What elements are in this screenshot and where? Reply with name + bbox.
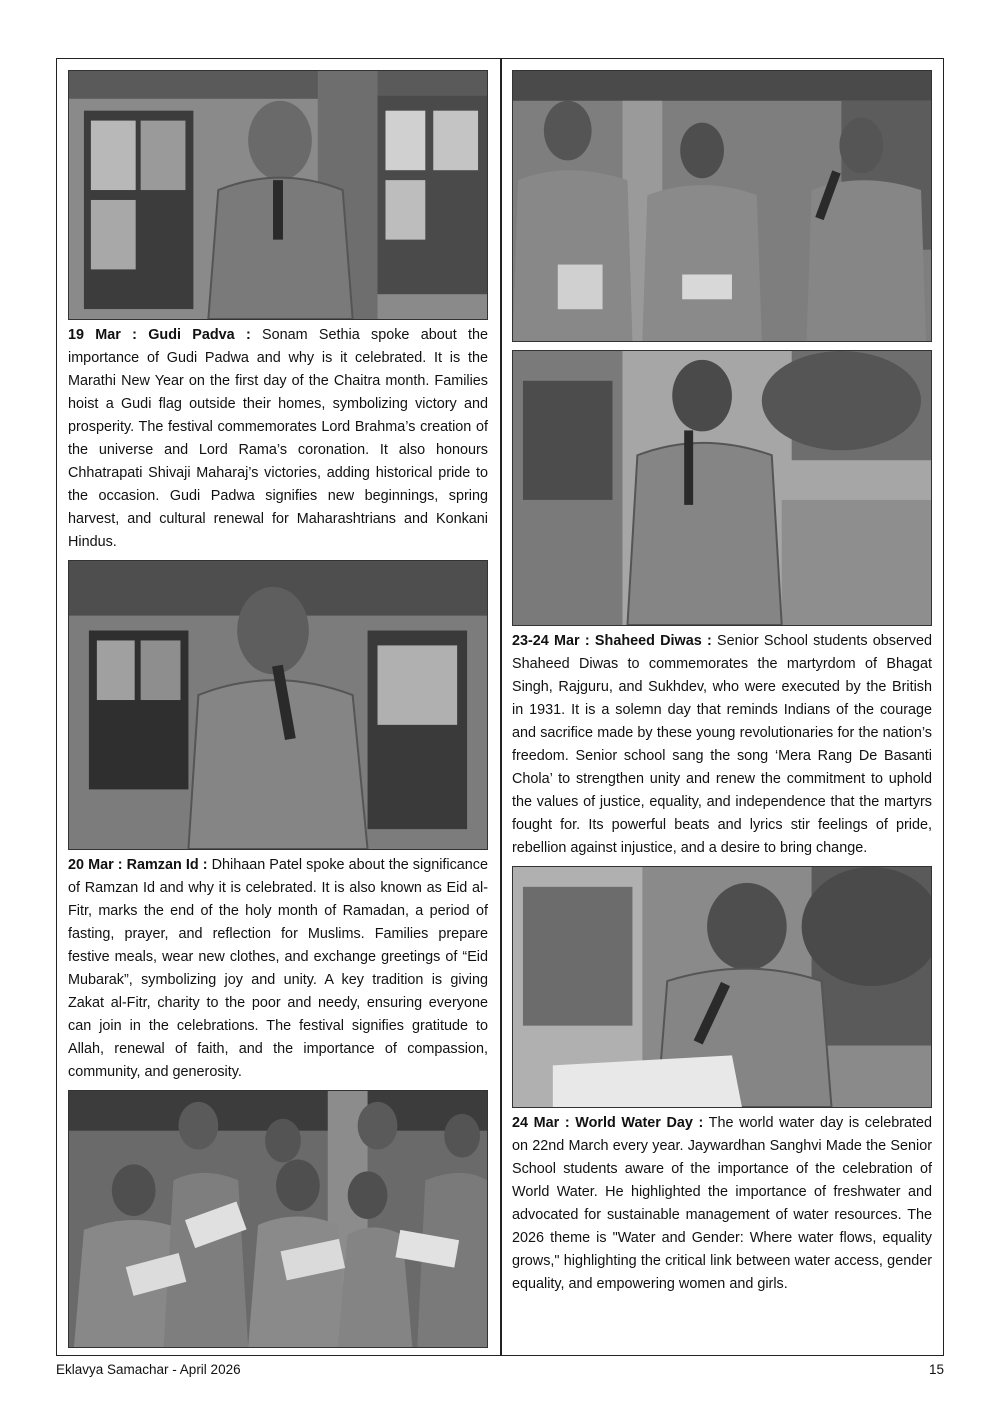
footer-publication: Eklavya Samachar - April 2026 — [56, 1362, 241, 1377]
article-ramzan-id — [68, 850, 488, 1090]
photo-shaheed-diwas-group — [512, 70, 932, 342]
article-world-water-day — [512, 1108, 932, 1302]
photo-gudi-padva-speaker — [68, 70, 488, 320]
left-column — [68, 70, 488, 1348]
photo-shaheed-diwas-speaker — [512, 350, 932, 626]
footer-page-number: 15 — [928, 1362, 944, 1377]
article-body: The world water day is celebrated on 22nd March every year. Jaywardhan Sanghvi Made the Senior School students aware of the importance of the celebration of World Water. He highlighted the importance of freshwater and advocated for sustainable management of water resources. The 2026 theme is "Water and Gender: Where water flows, equality grows," highlighting the critical link between water access, gender equality, and empowering women and girls. — [512, 1115, 932, 1292]
article-body: Dhihaan Patel spoke about the significance of Ramzan Id and why it is celebrated. It is also known as Eid al-Fitr, marks the end of the holy month of Ramadan, a period of fasting, prayer, and reflection for Muslims. Families prepare festive meals, wear new clothes, and exchange greetings of “Eid Mubarak”, symbolizing joy and unity. A key tradition is giving Zakat al-Fitr, charity to the poor and needy, ensuring everyone can join in the celebrations. The festival signifies gratitude to Allah, renewal of faith, and the importance of compassion, community, and generosity. — [68, 857, 488, 1080]
photo-world-water-day-speaker — [512, 866, 932, 1108]
article-shaheed-diwas — [512, 626, 932, 866]
article-heading: 19 Mar : Gudi Padva : — [68, 327, 251, 343]
article-heading: 23-24 Mar : Shaheed Diwas : — [512, 633, 712, 649]
article-heading: 24 Mar : World Water Day : — [512, 1115, 704, 1131]
column-divider — [500, 58, 502, 1356]
article-body: Sonam Sethia spoke about the importance of Gudi Padwa and why is it celebrated. It is the Marathi New Year on the first day of the Chaitra month. Families hoist a Gudi flag outside their homes, symbolizing victory and prosperity. The festival commemorates Lord Brahma’s creation of the universe and Lord Rama’s coronation. It also honours Chhatrapati Shivaji Maharaj’s victories, adding historical pride to the occasion. Gudi Padwa signifies new beginnings, spring harvest, and cultural renewal for Maharashtrians and Konkani Hindus. — [68, 327, 488, 550]
article-body: Senior School students observed Shaheed Diwas to commemorates the martyrdom of Bhagat Singh, Rajguru, and Sukhdev, who were executed by the British in 1931. It is a solemn day that reminds Indians of the courage and sacrifice made by these young revolutionaries for the nation’s freedom. Senior school sang the song ‘Mera Rang De Basanti Chola’ to strengthen unity and renew the commitment to uphold the values of justice, equality, and independence that the martyrs fought for. Its powerful beats and lyrics stir feelings of pride, rebellion against injustice, and a desire to bring change. — [512, 633, 932, 856]
photo-group-singing — [68, 1090, 488, 1348]
article-gudi-padva — [68, 320, 488, 560]
right-column — [512, 70, 932, 1302]
photo-ramzan-id-speaker — [68, 560, 488, 850]
article-heading: 20 Mar : Ramzan Id : — [68, 857, 208, 873]
